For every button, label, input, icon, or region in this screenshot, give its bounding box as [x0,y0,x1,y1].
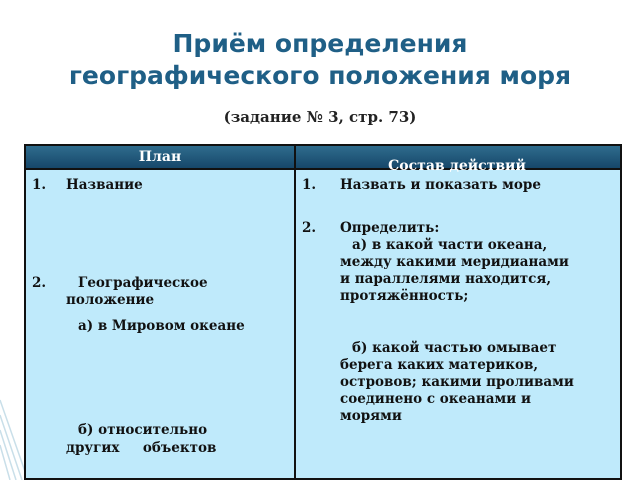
action-2a-line-4: протяжённость; [340,288,469,304]
action-number-2: 2. [302,220,317,236]
plan-item-2-line-2: положение [66,292,155,308]
plan-item-2b-line-2: других объектов [66,440,217,456]
action-2a-line-1: а) в какой части океана, [352,237,548,253]
title-line-1: Приём определения [172,29,468,58]
action-2b-line-2: берега каких материков, [340,357,539,373]
action-2b-line-1: б) какой частью омывает [352,340,557,356]
plan-number-1: 1. [32,177,47,193]
title-line-2: географического положения моря [68,61,572,90]
plan-item-2-line-1: Географическое [78,275,208,291]
action-2b-line-3: островов; какими проливами [340,374,574,390]
action-2b-line-4: соединено с океанами и [340,391,531,407]
plan-number-2: 2. [32,275,47,291]
plan-item-1: Название [66,177,143,193]
action-2: Определить: [340,220,440,236]
plan-item-2a: а) в Мировом океане [78,318,245,334]
column-divider [294,170,296,480]
plan-item-2b-line-1: б) относительно [78,422,208,438]
action-2a-line-2: между какими меридианами [340,254,569,270]
action-1: Назвать и показать море [340,177,541,193]
action-number-1: 1. [302,177,317,193]
task-reference: (задание № 3, стр. 73) [223,108,417,126]
page-title [0,28,640,92]
action-2b-line-5: морями [340,408,402,424]
header-plan: План [138,149,182,165]
header-actions: Состав действий [388,158,526,174]
plan-table [24,144,622,480]
header-divider [294,146,296,170]
action-2a-line-3: и параллелями находится, [340,271,552,287]
table-header [26,146,620,174]
